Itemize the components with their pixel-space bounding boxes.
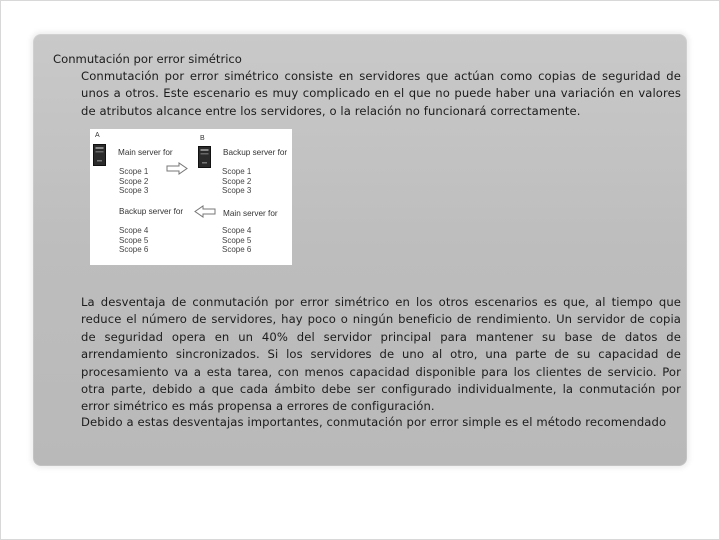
bottom-right-title: Main server for <box>223 209 278 218</box>
top-right-title: Backup server for <box>223 148 288 157</box>
top-left-scopes <box>119 167 148 196</box>
top-left-title: Main server for <box>118 148 173 157</box>
top-right-scopes <box>222 167 251 196</box>
server-b-label: B <box>200 135 205 142</box>
paragraph-recommendation: Debido a estas desventajas importantes, conmutación por error simple es el método recomendado <box>81 415 667 429</box>
scope-item: Scope 4 <box>119 226 149 235</box>
paragraph-intro: Conmutación por error simétrico consiste en servidores que actúan como copias de seguridad de unos a otros. Este escenario es muy complicado en el que no puede haber una variación en valores de atributos alcance entre los servidores, o la relación no funcionará correctamente. <box>81 69 681 118</box>
failover-diagram <box>90 129 292 265</box>
server-a-label: A <box>95 132 100 139</box>
scope-item: Scope 2 <box>222 176 252 186</box>
bottom-left-scopes <box>119 226 148 255</box>
scope-item: Scope 2 <box>119 176 149 186</box>
scope-item: Scope 5 <box>119 235 149 245</box>
scope-item: Scope 1 <box>222 167 252 176</box>
scope-item: Scope 6 <box>222 245 252 255</box>
server-tower-icon <box>198 146 211 168</box>
scope-item: Scope 3 <box>119 186 149 196</box>
scope-item: Scope 5 <box>222 235 252 245</box>
slide-heading: Conmutación por error simétrico <box>53 52 242 66</box>
bottom-left-title: Backup server for <box>119 207 184 216</box>
bottom-right-scopes <box>222 226 251 255</box>
server-tower-icon <box>93 144 106 166</box>
scope-item: Scope 1 <box>119 167 149 176</box>
arrow-left-icon <box>194 205 216 218</box>
scope-item: Scope 3 <box>222 186 252 196</box>
paragraph-disadvantage: La desventaja de conmutación por error simétrico en los otros escenarios es que, al tiempo que reduce el número de servidores, hay poco o ningún beneficio de rendimiento. Un servidor de copia de seguridad opera en un 40% del servidor principal para mantener su base de datos de arrendamiento sincronizados. Si los servidores de uno al otro, una parte de su capacidad de procesamiento va a esta tarea, con menos capacidad disponible para los clientes de servicio. Por otra parte, debido a que cada ámbito debe ser configurado individualmente, la conmutación por error simétrico es más propensa a errores de configuración. <box>81 295 681 414</box>
scope-item: Scope 6 <box>119 245 149 255</box>
arrow-right-icon <box>166 162 188 175</box>
scope-item: Scope 4 <box>222 226 252 235</box>
